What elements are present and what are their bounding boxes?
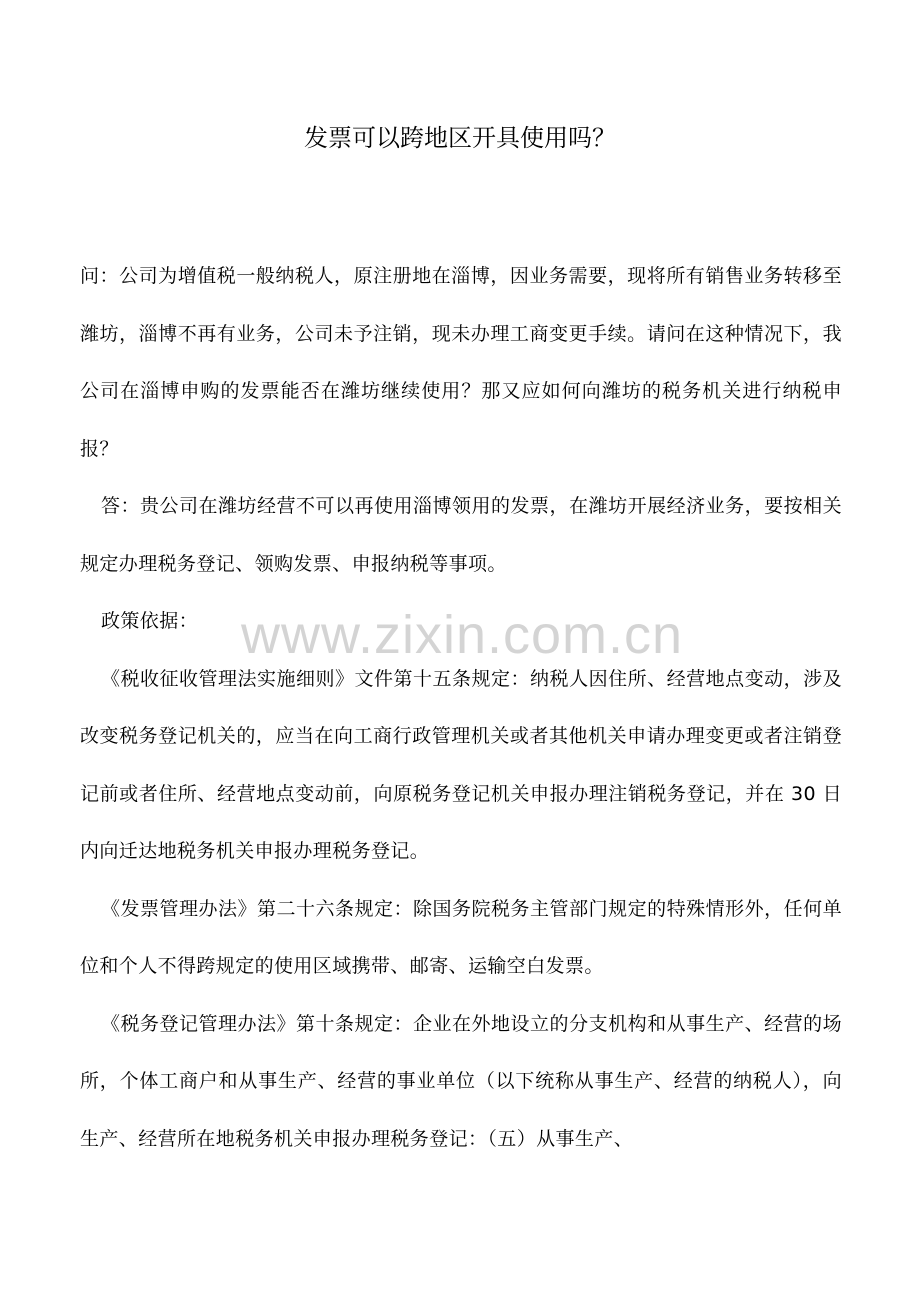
policy-paragraph-invoice-management: 《发票管理办法》第二十六条规定：除国务院税务主管部门规定的特殊情形外，任何单位和个人不得跨规定的使用区域携带、邮寄、运输空白发票。 bbox=[80, 897, 842, 977]
answer-paragraph: 答：贵公司在潍坊经营不可以再使用淄博领用的发票，在潍坊开展经济业务，要按相关规定办理税务登记、领购发票、申报纳税等事项。 bbox=[80, 495, 842, 575]
policy-paragraph-tax-collection: 《税收征收管理法实施细则》文件第十五条规定：纳税人因住所、经营地点变动，涉及改变税务登记机关的，应当在向工商行政管理机关或者其他机关申请办理变更或者注销登记前或者住所、经营地点变动前，向原税务登记机关申报办理注销税务登记，并在 30 日内向迁达地税务机关申报办理税务登记。 bbox=[80, 667, 842, 862]
question-paragraph: 问：公司为增值税一般纳税人，原注册地在淄博，因业务需要，现将所有销售业务转移至潍坊，淄博不再有业务，公司未予注销，现未办理工商变更手续。请问在这种情况下，我公司在淄博申购的发票能否在潍坊继续使用？那又应如何向潍坊的税务机关进行纳税申报？ bbox=[80, 265, 842, 460]
policy-paragraph-tax-registration: 《税务登记管理办法》第十条规定：企业在外地设立的分支机构和从事生产、经营的场所，个体工商户和从事生产、经营的事业单位（以下统称从事生产、经营的纳税人），向生产、经营所在地税务机关申报办理税务登记：（五）从事生产、 bbox=[80, 1012, 842, 1150]
watermark: www.zixin.com.cn bbox=[240, 605, 684, 665]
document-body bbox=[80, 248, 842, 1168]
page-title: 发票可以跨地区开具使用吗？ bbox=[304, 124, 616, 152]
policy-basis-heading: 政策依据： bbox=[101, 610, 199, 632]
